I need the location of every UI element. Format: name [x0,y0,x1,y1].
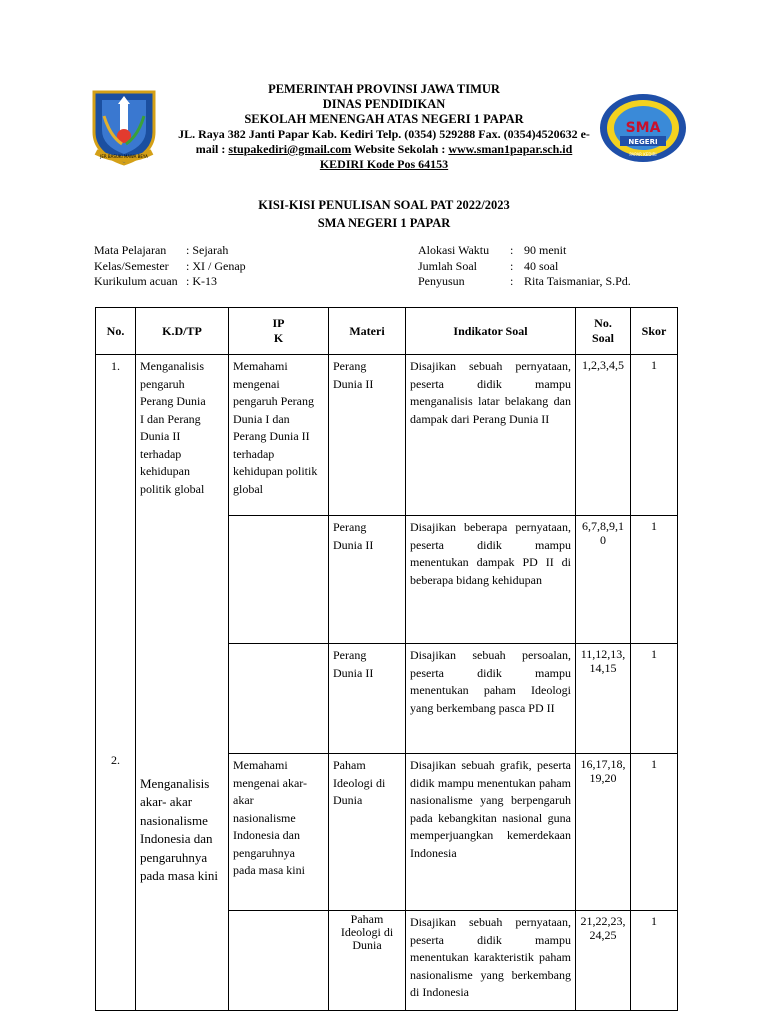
meta-value: : XI / Genap [186,258,246,273]
website-label: Website Sekolah : [351,142,449,156]
materi-cell [329,516,406,644]
group-no-1: 1. [111,359,120,373]
ipk-cell-2 [229,754,329,911]
materi-text: Perang Dunia II [333,520,374,552]
table-header-row [96,308,678,355]
header-indikator: Indikator Soal [406,308,576,355]
meta-value: : Sejarah [186,243,229,257]
nosoal-cell [576,911,631,1011]
meta-sep: : [510,274,514,288]
kisi-kisi-table [95,307,678,1011]
postal-text: KEDIRI Kode Pos 64153 [319,157,449,171]
website-link[interactable]: www.sman1papar.sch.id [448,142,573,156]
meta-row [94,274,246,290]
meta-row [418,243,631,259]
meta-row [94,243,246,259]
header-nosoal [576,308,631,355]
meta-label: Mata Pelajaran [94,243,167,257]
table-row [96,355,678,516]
group-no-2: 2. [111,752,120,767]
skor-text: 1 [651,647,657,661]
header-skor: Skor [631,308,678,355]
document-title [0,196,768,232]
indikator-cell [406,516,576,644]
school-logo-banner: NEGERI [628,138,658,146]
materi-cell [329,355,406,516]
skor-cell [631,644,678,754]
skor-cell [631,355,678,516]
meta-label: Kelas/Semester [94,258,169,273]
nosoal-cell [576,355,631,516]
meta-value: : K-13 [186,274,217,288]
letterhead-line-2: DINAS PENDIDIKAN [322,97,446,111]
header-ipk [229,308,329,355]
header-no: No. [96,308,136,355]
indikator-cell [406,911,576,1011]
table-row [96,754,678,911]
skor-cell [631,754,678,911]
meta-row [418,259,631,275]
province-motto-text: JER BASUKI MAWA BEYA [100,154,148,159]
meta-value: Rita Taismaniar, S.Pd. [524,274,631,288]
materi-text: Perang Dunia II [333,648,374,680]
kd-text-2: Menganalisis akar- akar nasionalisme Indonesia dan pengaruhnya pada masa kini [140,775,218,883]
letterhead-address: JL. Raya 382 Janti Papar Kab. Kediri Telp. (0354) 529288 Fax. (0354)4520632 e- [178,127,590,141]
meta-value: 40 soal [524,258,559,273]
meta-left [94,243,246,290]
skor-text: 1 [651,914,657,928]
meta-label: Kurikulum acuan [94,274,178,288]
header-kd: K.D/TP [136,308,229,355]
title-line-2: SMA NEGERI 1 PAPAR [317,216,451,230]
indikator-text: Disajikan beberapa pernyataan, peserta didik mampu menentukan dampak PD II di beberapa bidang kehidupan [410,520,571,587]
nosoal-cell [576,754,631,911]
indikator-text: Disajikan sebuah grafik, peserta didik mampu menentukan paham nasionalisme yang berpengaruh pada kebangkitan nasional guna memperjuangkan kemerdekaan Indonesia [410,758,571,860]
skor-text: 1 [651,519,657,533]
mail-label: mail : [195,142,229,156]
ipk-cell-1 [229,355,329,516]
skor-cell [631,911,678,1011]
meta-right [418,243,631,290]
ipk-cell-empty [229,911,329,1011]
school-logo-bottom: PAPAR KEDIRI [629,152,657,157]
materi-text: Paham Ideologi di Dunia [333,758,386,807]
meta-label: Alokasi Waktu [418,243,490,257]
nosoal-text: 1,2,3,4,5 [582,358,624,372]
ipk-cell-empty [229,644,329,754]
letterhead-contact [0,142,768,157]
kd-cell-1 [136,355,229,754]
letterhead-line-1: PEMERINTAH PROVINSI JAWA TIMUR [268,82,500,96]
materi-cell [329,644,406,754]
header-nosoal-line-1: No. [594,316,612,330]
title-line-1: KISI-KISI PENULISAN SOAL PAT 2022/2023 [258,198,510,212]
indikator-cell [406,355,576,516]
nosoal-cell [576,516,631,644]
indikator-text: Disajikan sebuah persoalan, peserta didik mampu menentukan paham Ideologi yang berkembang pasca PD II [410,648,571,715]
materi-cell [329,911,406,1011]
ipk-text-2: Memahami mengenai akar- akar nasionalisme Indonesia dan pengaruhnya pada masa kini [233,758,308,877]
indikator-text: Disajikan sebuah pernyataan, peserta didik mampu menganalisis latar belakang dan dampak dari Perang Dunia II [410,359,571,426]
group-no-cell [96,355,136,1011]
letterhead-postal [0,157,768,172]
materi-text: Paham Ideologi di Dunia [340,912,394,952]
indikator-text: Disajikan sebuah pernyataan, peserta didik mampu menentukan karakteristik paham nasionalisme yang berkembang di Indonesia [410,915,571,999]
indikator-cell [406,754,576,911]
header-materi: Materi [329,308,406,355]
meta-label: Penyusun [418,274,465,288]
meta-row [94,259,246,275]
nosoal-text: 6,7,8,9,10 [582,519,624,547]
skor-text: 1 [651,757,657,771]
materi-text: Perang Dunia II [333,359,374,391]
kd-cell-2 [136,754,229,1011]
nosoal-text: 11,12,13,14,15 [580,647,626,675]
meta-value: 90 menit [524,243,567,257]
meta-label: Jumlah Soal [418,258,477,273]
nosoal-text: 21,22,23,24,25 [580,914,626,942]
school-logo-text: SMA [625,120,661,136]
letterhead-line-3: SEKOLAH MENENGAH ATAS NEGERI 1 PAPAR [244,112,524,126]
ipk-cell-empty [229,516,329,644]
meta-row [418,274,631,290]
indikator-cell [406,644,576,754]
materi-cell [329,754,406,911]
header-ipk-line-2: K [273,331,284,345]
ipk-text-1: Memahami mengenai pengaruh Perang Dunia I dan Perang Dunia II terhadap kehidupan politik global [233,359,318,496]
nosoal-cell [576,644,631,754]
header-nosoal-line-2: Soal [591,331,614,345]
skor-cell [631,516,678,644]
header-ipk-line-1: IP [272,316,285,330]
letterhead [0,82,768,172]
nosoal-text: 16,17,18,19,20 [580,757,626,785]
skor-text: 1 [651,358,657,372]
meta-sep: : [510,243,514,257]
email-link[interactable]: stupakediri@gmail.com [228,142,352,156]
kd-text-1: Menganalisis pengaruh Perang Dunia I dan Perang Dunia II terhadap kehidupan politik global [140,359,206,496]
meta-sep: : [510,258,514,273]
